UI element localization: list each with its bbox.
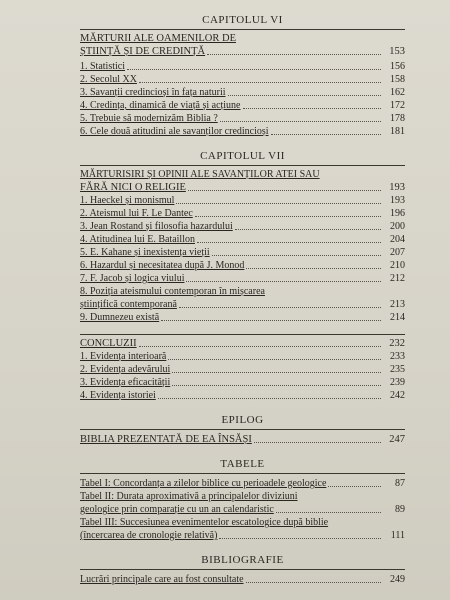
- toc-entry: 1. Haeckel și monismul 193: [80, 195, 405, 206]
- toc-entry: 2. Secolul XX 158: [80, 74, 405, 85]
- section-heading: EPILOG: [221, 414, 264, 426]
- toc-entry: BIBLIA PREZENTATĂ DE EA ÎNSĂȘI 247: [80, 434, 405, 445]
- toc-entry: geologice prin comparație cu un an calendaristic 89: [80, 504, 405, 515]
- chapter-heading: CAPITOLUL VII: [200, 150, 285, 162]
- toc-entry: 9. Dumnezeu există 214: [80, 312, 405, 323]
- toc-entry: CONCLUZII 232: [80, 338, 405, 349]
- toc-entry: 2. Evidența adevărului 235: [80, 364, 405, 375]
- toc-entry-line: 8. Poziția ateismului contemporan în mișcarea: [80, 286, 265, 297]
- toc-entry: (încercarea de cronologie relativă) 111: [80, 530, 405, 541]
- toc-entry: ȘTIINȚĂ ȘI DE CREDINȚĂ 153: [80, 46, 405, 57]
- section-heading: BIBLIOGRAFIE: [201, 554, 284, 566]
- chapter-title: MĂRTURII ALE OAMENILOR DE: [80, 33, 236, 44]
- section-heading: TABELE: [220, 458, 265, 470]
- chapter-title: MĂRTURISIRI ȘI OPINII ALE SAVANȚILOR ATEI SAU: [80, 169, 320, 180]
- toc-entry: 3. Savanții credincioși în fața naturii 162: [80, 87, 405, 98]
- toc-entry: Tabel I: Concordanța a zilelor biblice cu perioadele geologice 87: [80, 478, 405, 489]
- toc-entry-line: Tabel II: Durata aproximativă a principalelor diviziuni: [80, 491, 298, 502]
- toc-entry: 6. Cele două atitudini ale savanților credincioși 181: [80, 126, 405, 137]
- toc-entry: 3. Jean Rostand și filosofia hazardului 200: [80, 221, 405, 232]
- toc-entry: 2. Ateismul lui F. Le Dantec 196: [80, 208, 405, 219]
- toc-entry: 4. Evidența istoriei 242: [80, 390, 405, 401]
- toc-entry: 1. Evidența interioară 233: [80, 351, 405, 362]
- toc-entry: 5. Trebuie să modernizăm Biblia ? 178: [80, 113, 405, 124]
- toc-entry: 7. F. Jacob și logica viului 212: [80, 273, 405, 284]
- toc-entry: 4. Credința, dinamică de viață și acțiune 172: [80, 100, 405, 111]
- toc-entry: 6. Hazardul și necesitatea după J. Monod 210: [80, 260, 405, 271]
- toc-entry: 4. Atitudinea lui E. Bataillon 204: [80, 234, 405, 245]
- toc-entry: Lucrări principale care au fost consultate 249: [80, 574, 405, 585]
- toc-entry: FĂRĂ NICI O RELIGIE 193: [80, 182, 405, 193]
- chapter-heading: CAPITOLUL VI: [202, 14, 283, 26]
- table-of-contents: [80, 0, 405, 586]
- toc-entry: 5. E. Kahane și inexistența vieții 207: [80, 247, 405, 258]
- toc-entry: științifică contemporană 213: [80, 299, 405, 310]
- toc-entry-line: Tabel III: Succesiunea evenimentelor escatologice după biblie: [80, 517, 329, 528]
- toc-entry: 1. Statistici 156: [80, 61, 405, 72]
- toc-entry: 3. Evidența eficacității 239: [80, 377, 405, 388]
